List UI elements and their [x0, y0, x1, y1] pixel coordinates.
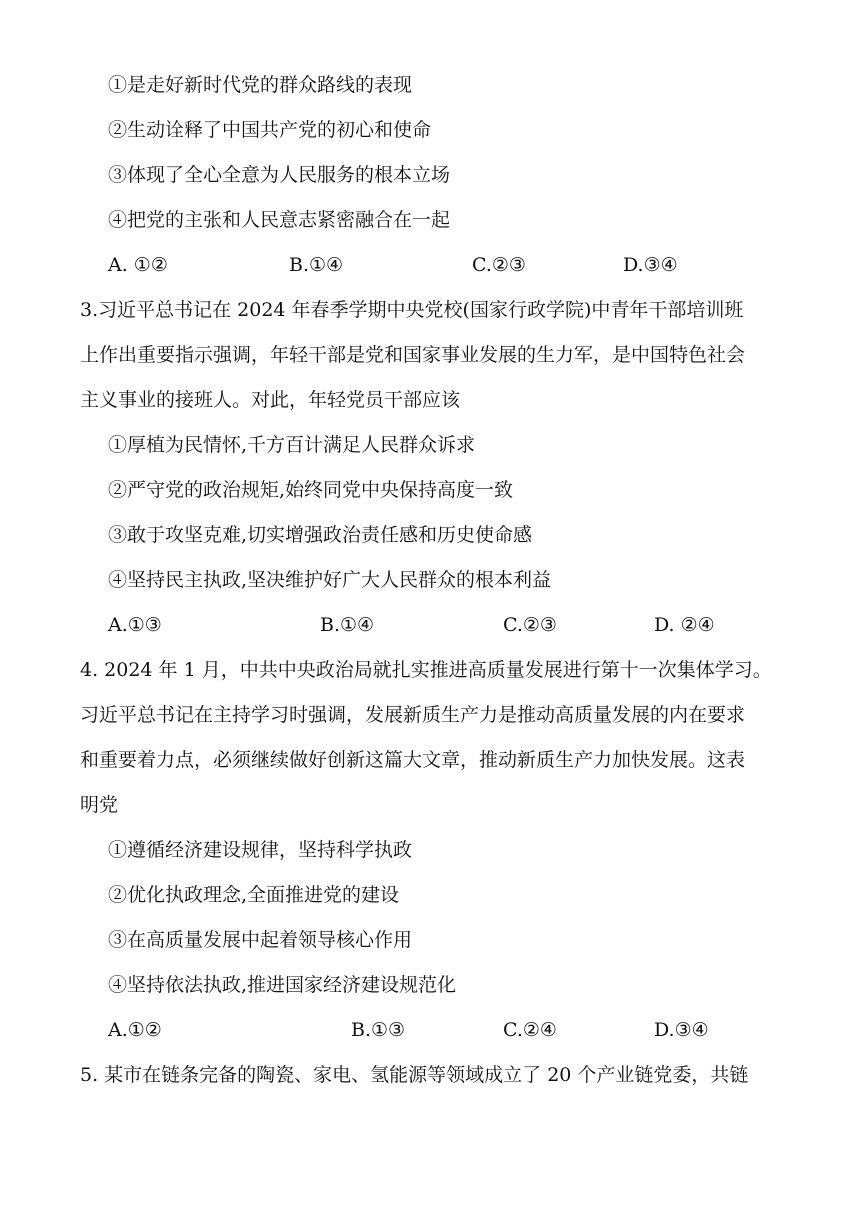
- q2-item-2: ②生动诠释了中国共产党的初心和使命: [108, 119, 432, 141]
- q4-option-d: D.③④: [654, 1019, 709, 1041]
- q4-item-3: ③在高质量发展中起着领导核心作用: [108, 929, 413, 951]
- q4-item-1: ①遵循经济建设规律，坚持科学执政: [108, 839, 413, 861]
- q3-item-4: ④坚持民主执政,坚决维护好广大人民群众的根本利益: [108, 569, 552, 591]
- q3-stem-line-3: 主义事业的接班人。对此，年轻党员干部应该: [80, 389, 461, 411]
- q3-stem-line-2: 上作出重要指示强调，年轻干部是党和国家事业发展的生力军，是中国特色社会: [80, 344, 746, 366]
- q4-stem-line-3: 和重要着力点，必须继续做好创新这篇大文章，推动新质生产力加快发展。这表: [80, 749, 746, 771]
- q2-item-1: ①是走好新时代党的群众路线的表现: [108, 74, 413, 96]
- q4-item-4: ④坚持依法执政,推进国家经济建设规范化: [108, 974, 457, 996]
- q4-stem-line-2: 习近平总书记在主持学习时强调，发展新质生产力是推动高质量发展的内在要求: [80, 704, 746, 726]
- q3-option-b: B.①④: [320, 614, 375, 636]
- q3-item-2: ②严守党的政治规矩,始终同党中央保持高度一致: [108, 479, 514, 501]
- q3-option-d: D. ②④: [654, 614, 715, 636]
- q3-stem-line-1: 3.习近平总书记在 2024 年春季学期中央党校(国家行政学院)中青年干部培训班: [80, 299, 744, 321]
- q4-option-a: A.①②: [108, 1019, 162, 1041]
- q2-option-b: B.①④: [289, 254, 344, 276]
- q2-option-c: C.②③: [472, 254, 526, 276]
- q5-stem-line-1: 5. 某市在链条完备的陶瓷、家电、氢能源等领域成立了 20 个产业链党委，共链: [80, 1064, 749, 1086]
- q3-item-3: ③敢于攻坚克难,切实增强政治责任感和历史使命感: [108, 524, 533, 546]
- q4-stem-line-4: 明党: [80, 794, 119, 816]
- q2-item-4: ④把党的主张和人民意志紧密融合在一起: [108, 209, 451, 231]
- q4-option-b: B.①③: [351, 1019, 406, 1041]
- q2-option-d: D.③④: [623, 254, 678, 276]
- q3-option-a: A.①③: [108, 614, 162, 636]
- q4-stem-line-1: 4. 2024 年 1 月，中共中央政治局就扎实推进高质量发展进行第十一次集体学习。: [80, 659, 772, 681]
- q4-option-c: C.②④: [503, 1019, 557, 1041]
- q3-option-c: C.②③: [503, 614, 557, 636]
- q2-option-a: A. ①②: [108, 254, 168, 276]
- q2-item-3: ③体现了全心全意为人民服务的根本立场: [108, 164, 451, 186]
- q4-item-2: ②优化执政理念,全面推进党的建设: [108, 884, 400, 906]
- q3-item-1: ①厚植为民情怀,千方百计满足人民群众诉求: [108, 434, 476, 456]
